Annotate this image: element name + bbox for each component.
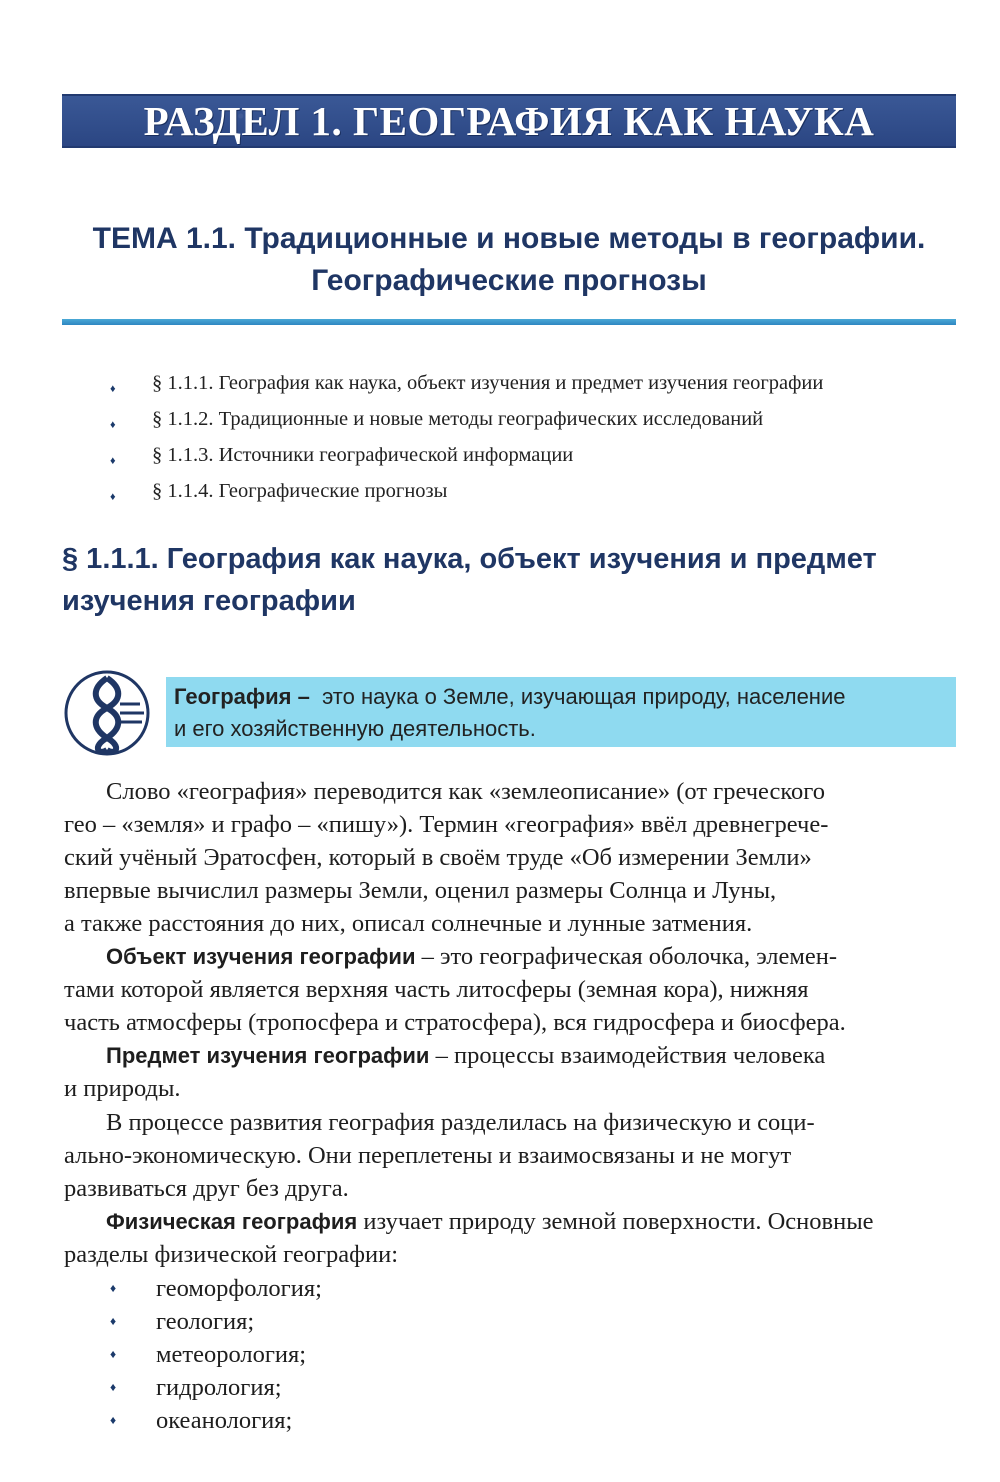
definition-box [166, 677, 956, 747]
paragraph-subject [64, 1039, 956, 1105]
term-object: Объект изучения географии [106, 944, 416, 969]
text-line: Предмет изучения географии – процессы взаимодействия человека [106, 1042, 826, 1069]
text-line: Слово «география» переводится как «землеописание» (от греческого [106, 778, 825, 805]
list-item-label: метеорология; [156, 1341, 307, 1368]
text-line: и природы. [64, 1075, 181, 1102]
text-line: гео – «земля» и графо – «пишу»). Термин «география» ввёл древнегрече- [64, 811, 829, 838]
diamond-bullet-icon: ♦ [110, 383, 116, 395]
text-line: разделы физической географии: [64, 1241, 399, 1268]
paragraph-heading [62, 538, 962, 622]
paragraph-physical-geography [64, 1205, 956, 1271]
list-item-label: океанология; [156, 1407, 293, 1434]
list-item-label: гидрология; [156, 1374, 282, 1401]
topic-title-line-2: Географические прогнозы [311, 264, 707, 297]
toc-item[interactable] [110, 476, 970, 512]
paragraph-heading-line-2: изучения географии [62, 585, 356, 617]
definition-line-2: и его хозяйственную деятельность. [174, 716, 536, 741]
toc-item[interactable] [110, 368, 970, 404]
section-banner [62, 94, 956, 148]
definition-term: География – [174, 684, 310, 709]
diamond-bullet-icon: ♦ [110, 1347, 117, 1361]
toc-item-label: § 1.1.2. Традиционные и новые методы географических исследований [152, 408, 764, 430]
text-line: Объект изучения географии – это географическая оболочка, элемен- [106, 943, 838, 970]
text-line: В процессе развития география разделилась на физическую и соци- [106, 1109, 815, 1136]
definition-line-1 [174, 681, 948, 713]
text-line: Физическая география изучает природу земной поверхности. Основные [106, 1208, 874, 1235]
diamond-bullet-icon: ♦ [110, 1380, 117, 1394]
topic-title-line-1: ТЕМА 1.1. Традиционные и новые методы в географии. [92, 222, 926, 255]
topic-title [62, 218, 956, 302]
diamond-bullet-icon: ♦ [110, 1413, 117, 1427]
list-item-label: геоморфология; [156, 1275, 322, 1302]
toc-item[interactable] [110, 404, 970, 440]
text-line: ский учёный Эратосфен, который в своём труде «Об измерении Земли» [64, 844, 812, 871]
diamond-bullet-icon: ♦ [110, 491, 116, 503]
text-line: ально-экономическую. Они переплетены и взаимосвязаны и не могут [64, 1142, 792, 1169]
diamond-bullet-icon: ♦ [110, 455, 116, 467]
diamond-bullet-icon: ♦ [110, 1281, 117, 1295]
toc-item-label: § 1.1.1. География как наука, объект изучения и предмет изучения географии [152, 372, 824, 394]
text-line: развиваться друг без друга. [64, 1175, 349, 1202]
paragraph-word-origin [64, 775, 956, 940]
toc-item[interactable] [110, 440, 970, 476]
text-line: а также расстояния до них, описал солнечные и лунные затмения. [64, 910, 753, 937]
paragraph-object [64, 940, 956, 1039]
toc-item-label: § 1.1.4. Географические прогнозы [152, 480, 448, 502]
toc-item-label: § 1.1.3. Источники географической информации [152, 444, 574, 466]
text-line: впервые вычислил размеры Земли, оценил размеры Солнца и Луны, [64, 877, 777, 904]
paragraph-heading-line-1: § 1.1.1. География как наука, объект изучения и предмет [62, 543, 877, 575]
term-physical-geography: Физическая география [106, 1209, 358, 1234]
definition-text: это наука о Земле, изучающая природу, население [322, 684, 846, 709]
diamond-bullet-icon: ♦ [110, 1314, 117, 1328]
diamond-bullet-icon: ♦ [110, 419, 116, 431]
text-line: часть атмосферы (тропосфера и стратосфера), вся гидросфера и биосфера. [64, 1009, 846, 1036]
topic-divider [62, 319, 956, 325]
topic-contents-list [110, 368, 970, 512]
paragraph-development [64, 1106, 956, 1205]
section-title: РАЗДЕЛ 1. ГЕОГРАФИЯ КАК НАУКА [143, 98, 875, 144]
list-item-label: геология; [156, 1308, 255, 1335]
knot-definition-icon [62, 668, 154, 758]
text-line: тами которой является верхняя часть литосферы (земная кора), нижняя [64, 976, 809, 1003]
term-subject: Предмет изучения географии [106, 1043, 430, 1068]
